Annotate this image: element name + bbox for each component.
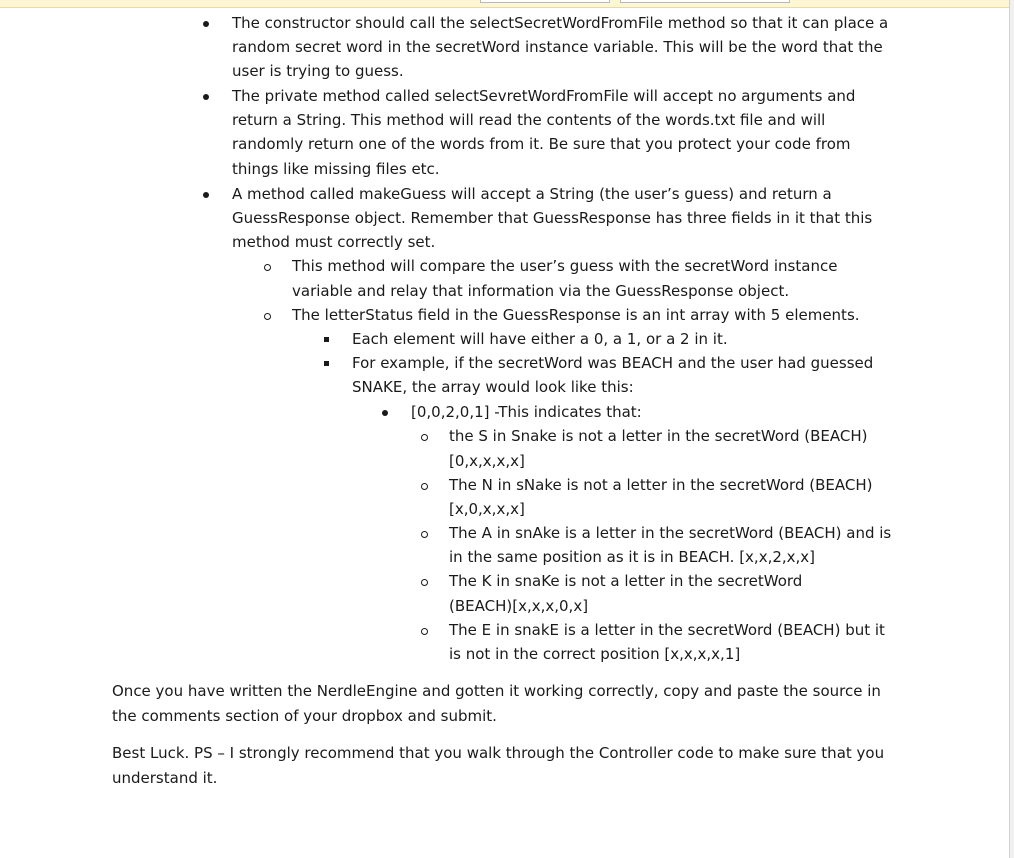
bullet-circle-icon (264, 313, 271, 320)
bullet-circle-icon (421, 434, 428, 441)
text-line: SNAKE, the array would look like this: (352, 378, 634, 396)
text-line: user is trying to guess. (232, 62, 404, 80)
bullet-disc-icon (203, 94, 209, 100)
text-line: randomly return one of the words from it. Be sure that you protect your code from (232, 135, 851, 153)
text-line: The N in sNake is not a letter in the secretWord (BEACH) (449, 476, 873, 494)
bullet-circle-icon (264, 264, 271, 271)
text-line: (BEACH)[x,x,x,0,x] (449, 597, 589, 615)
text-line: For example, if the secretWord was BEACH and the user had guessed (352, 354, 874, 372)
text-line: A method called makeGuess will accept a String (the user’s guess) and return a (232, 185, 832, 203)
text-line: Best Luck. PS – I strongly recommend that you walk through the Controller code to make sure that you (112, 744, 885, 762)
bullet-disc-icon (203, 192, 209, 198)
text-line: The letterStatus field in the GuessResponse is an int array with 5 elements. (292, 306, 860, 324)
text-line: is not in the correct position [x,x,x,x,1] (449, 645, 741, 663)
text-line: return a String. This method will read the contents of the words.txt file and will (232, 111, 826, 129)
text-line: [0,x,x,x,x] (449, 452, 525, 470)
bullet-disc-icon (203, 21, 209, 27)
text-line: the comments section of your dropbox and submit. (112, 707, 497, 725)
bullet-circle-icon (421, 483, 428, 490)
text-line: This method will compare the user’s guess with the secretWord instance (292, 257, 838, 275)
scrollbar-track[interactable] (1010, 0, 1014, 858)
text-line: in the same position as it is in BEACH. [x,x,2,x,x] (449, 548, 816, 566)
text-line: The K in snaKe is not a letter in the secretWord (449, 572, 803, 590)
text-line: The constructor should call the selectSecretWordFromFile method so that it can place a (232, 14, 889, 32)
text-line: The A in snAke is a letter in the secretWord (BEACH) and is (449, 524, 892, 542)
bullet-circle-icon (421, 579, 428, 586)
text-line: the S in Snake is not a letter in the secretWord (BEACH) (449, 427, 868, 445)
text-line: Once you have written the NerdleEngine and gotten it working correctly, copy and paste the source in (112, 682, 881, 700)
bullet-disc-icon (382, 410, 388, 416)
bullet-circle-icon (421, 531, 428, 538)
text-line: method must correctly set. (232, 233, 436, 251)
bullet-square-icon (324, 337, 329, 342)
text-line: Each element will have either a 0, a 1, or a 2 in it. (352, 330, 728, 348)
text-line: [0,0,2,0,1] -This indicates that: (411, 403, 642, 421)
toolbar-field[interactable] (480, 0, 610, 3)
bullet-square-icon (324, 361, 329, 366)
text-line: understand it. (112, 769, 218, 787)
text-line: things like missing files etc. (232, 160, 440, 178)
text-line: random secret word in the secretWord instance variable. This will be the word that the (232, 38, 883, 56)
text-line: The E in snakE is a letter in the secretWord (BEACH) but it (449, 621, 885, 639)
toolbar-field[interactable] (620, 0, 790, 3)
text-line: The private method called selectSevretWordFromFile will accept no arguments and (232, 87, 856, 105)
text-line: GuessResponse object. Remember that GuessResponse has three fields in it that this (232, 209, 873, 227)
bullet-circle-icon (421, 628, 428, 635)
text-line: [x,0,x,x,x] (449, 500, 525, 518)
text-line: variable and relay that information via the GuessResponse object. (292, 282, 790, 300)
